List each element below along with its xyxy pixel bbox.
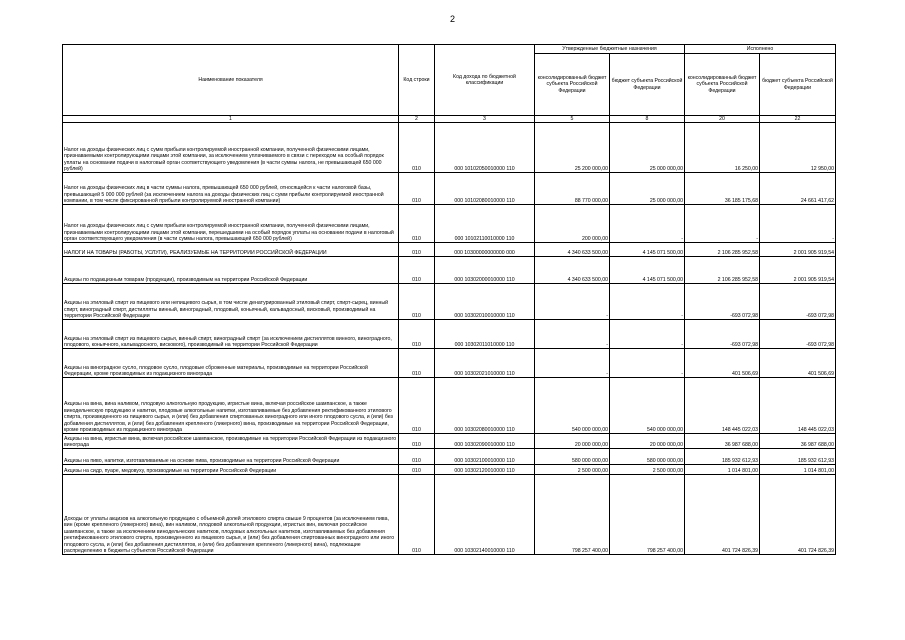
row-bk-code: 000 10302100010000 110: [435, 449, 535, 465]
approved-subject-value: 20 000 000,00: [610, 434, 685, 449]
index-cell: 1: [63, 116, 399, 123]
table-row: [63, 205, 836, 243]
row-code: 010: [399, 123, 435, 173]
row-name: Акцизы на виноградное сусло, плодовое сусло, плодовые сброженные материалы, производимые на территории Российской Федерации, кроме производимых из подакцизного винограда: [63, 349, 399, 378]
header-code: Код строки: [399, 45, 435, 116]
approved-consolidated-value: -: [535, 284, 610, 320]
row-name: Акцизы на сидр, пуаре, медовуху, производимые на территории Российской Федерации: [63, 465, 399, 475]
table-row: [63, 449, 836, 465]
header-executed-subject: бюджет субъекта Российской Федерации: [760, 54, 836, 116]
index-cell: 5: [535, 116, 610, 123]
page-number: 2: [449, 14, 455, 24]
row-name: Акцизы на этиловый спирт из пищевого сырья, винный спирт, виноградный спирт (за исключением дистиллятов винного, виноградного, плодового, коньячного, кальвадосного, вискового), производимый на территории Российской Федерации: [63, 320, 399, 349]
index-cell: 20: [685, 116, 760, 123]
executed-consolidated-value: 36 185 175,68: [685, 173, 760, 205]
approved-subject-value: -: [610, 349, 685, 378]
column-index-row: [63, 116, 836, 123]
row-name: Акцизы на вина, игристые вина, включая российское шампанское, производимые на территории Российской Федерации из подакцизного винограда: [63, 434, 399, 449]
index-cell: 22: [760, 116, 836, 123]
header-executed-consolidated: консолидированный бюджет субъекта Российской Федерации: [685, 54, 760, 116]
header-executed-group: Исполнено: [685, 45, 836, 54]
executed-subject-value: -693 072,98: [760, 284, 836, 320]
row-bk-code: 000 10302021010000 110: [435, 349, 535, 378]
index-cell: 8: [610, 116, 685, 123]
executed-subject-value: 401 506,69: [760, 349, 836, 378]
row-name: Налог на доходы физических лиц с сумм прибыли контролируемой иностранной компании, полученной физическими лицами, признаваемыми контролирующими лицами этой компании, перешедшими на особый порядок уплаты на основании подачи в налоговый орган соответствующего уведомления (в части суммы налога, превышающей 650 000 рублей): [63, 205, 399, 243]
header-approved-consolidated: консолидированный бюджет субъекта Российской Федерации: [535, 54, 610, 116]
approved-subject-value: 580 000 000,00: [610, 449, 685, 465]
approved-subject-value: 4 145 071 500,00: [610, 257, 685, 284]
row-bk-code: 000 10302090010000 110: [435, 434, 535, 449]
index-cell: 3: [435, 116, 535, 123]
row-name: Налог на доходы физических лиц с сумм прибыли контролируемой иностранной компании, полученной физическими лицами, признаваемыми контролирующими лицами этой компании, за исключением уплачиваемого в связи с переходом на особый порядок уплаты на основании подачи в налоговый орган соответствующего уведомления (в части суммы налога, не превышающей 650 000 рублей): [63, 123, 399, 173]
row-bk-code: 000 10302140010000 110: [435, 475, 535, 555]
table-row: [63, 320, 836, 349]
table-row: [63, 349, 836, 378]
executed-subject-value: 12 950,00: [760, 123, 836, 173]
approved-subject-value: -: [610, 320, 685, 349]
row-bk-code: 000 10300000000000 000: [435, 243, 535, 257]
executed-subject-value: 24 661 417,62: [760, 173, 836, 205]
approved-subject-value: -: [610, 284, 685, 320]
row-bk-code: 000 10302080010000 110: [435, 378, 535, 434]
approved-consolidated-value: -: [535, 349, 610, 378]
executed-consolidated-value: 1 014 801,00: [685, 465, 760, 475]
table-row: [63, 378, 836, 434]
approved-subject-value: 4 145 071 500,00: [610, 243, 685, 257]
executed-consolidated-value: -: [685, 205, 760, 243]
row-code: 010: [399, 173, 435, 205]
approved-consolidated-value: -: [535, 320, 610, 349]
row-code: 010: [399, 434, 435, 449]
table-row: [63, 257, 836, 284]
executed-consolidated-value: -693 072,98: [685, 284, 760, 320]
executed-consolidated-value: 16 250,00: [685, 123, 760, 173]
row-name: Доходы от уплаты акцизов на алкогольную продукцию с объемной долей этилового спирта свыше 9 процентов (за исключением пива, вин (кроме крепленого (ликерного) вина), вин наливом, плодовой алкогольной продукции, игристых вин, включая российское шампанское, а также за исключением винодельческих напитков, плодовых алкогольных напитков, изготавливаемых без добавления ректификованного этилового спирта, произведенного из пищевого сырья, и (или) без добавления спиртованных виноградного или иного плодового сусла, и (или) без добавления дистиллятов, и (или) без добавления крепленого (ликерного) вина), подлежащие распределению в бюджеты субъектов Российской Федерации: [63, 475, 399, 555]
executed-consolidated-value: -693 072,98: [685, 320, 760, 349]
approved-subject-value: -: [610, 205, 685, 243]
table-row: [63, 243, 836, 257]
row-bk-code: 000 10102080010000 110: [435, 173, 535, 205]
row-name: Акцизы на пиво, напитки, изготавливаемые на основе пива, производимые на территории Российской Федерации: [63, 449, 399, 465]
approved-subject-value: 25 000 000,00: [610, 173, 685, 205]
table-row: [63, 465, 836, 475]
index-cell: 2: [399, 116, 435, 123]
approved-consolidated-value: 88 770 000,00: [535, 173, 610, 205]
row-name: Акцизы на вина, вина наливом, плодовую алкогольную продукцию, игристые вина, включая российское шампанское, а также винодельческую продукцию и напитки, плодовые алкогольные напитки, изготавливаемые без добавления ректификованного этилового спирта, произведенного из пищевого сырья, и (или) без добавления спиртованных виноградного или иного плодового сусла, и (или) без добавления дистиллятов, и (или) без добавления крепленого (ликерного) вина, производимые на территории Российской Федерации, кроме производимых из подакцизного винограда: [63, 378, 399, 434]
executed-consolidated-value: 2 106 285 952,58: [685, 243, 760, 257]
executed-subject-value: 401 724 826,39: [760, 475, 836, 555]
row-code: 010: [399, 465, 435, 475]
approved-subject-value: 540 000 000,00: [610, 378, 685, 434]
row-name: Налог на доходы физических лиц в части суммы налога, превышающей 650 000 рублей, относящейся к части налоговой базы, превышающей 5 000 000 рублей (за исключением налога на доходы физических лиц с сумм прибыли контролируемой иностранной компании, в том числе фиксированной прибыли контролируемой иностранной компании): [63, 173, 399, 205]
row-name: Акцизы по подакцизным товарам (продукции), производимым на территории Российской Федерации: [63, 257, 399, 284]
executed-subject-value: -: [760, 205, 836, 243]
approved-consolidated-value: 580 000 000,00: [535, 449, 610, 465]
approved-consolidated-value: 798 257 400,00: [535, 475, 610, 555]
approved-consolidated-value: 25 200 000,00: [535, 123, 610, 173]
row-name: Акцизы на этиловый спирт из пищевого или непищевого сырья, в том числе денатурированный этиловый спирт, спирт-сырец, винный спирт, виноградный спирт, дистилляты винный, виноградный, плодовый, коньячный, кальвадосный, висковый, производимый на территории Российской Федерации: [63, 284, 399, 320]
executed-consolidated-value: 401 724 826,39: [685, 475, 760, 555]
approved-subject-value: 2 500 000,00: [610, 465, 685, 475]
row-bk-code: 000 10102050010000 110: [435, 123, 535, 173]
executed-subject-value: 36 987 688,00: [760, 434, 836, 449]
approved-consolidated-value: 540 000 000,00: [535, 378, 610, 434]
executed-subject-value: -693 072,98: [760, 320, 836, 349]
approved-consolidated-value: 2 500 000,00: [535, 465, 610, 475]
approved-consolidated-value: 4 340 633 500,00: [535, 257, 610, 284]
row-name: НАЛОГИ НА ТОВАРЫ (РАБОТЫ, УСЛУГИ), РЕАЛИЗУЕМЫЕ НА ТЕРРИТОРИИ РОССИЙСКОЙ ФЕДЕРАЦИИ: [63, 243, 399, 257]
executed-consolidated-value: 36 987 688,00: [685, 434, 760, 449]
row-code: 010: [399, 205, 435, 243]
table-row: [63, 284, 836, 320]
row-code: 010: [399, 257, 435, 284]
row-code: 010: [399, 320, 435, 349]
row-code: 010: [399, 349, 435, 378]
approved-consolidated-value: 4 340 633 500,00: [535, 243, 610, 257]
row-bk-code: 000 10302120010000 110: [435, 465, 535, 475]
executed-subject-value: 148 445 022,03: [760, 378, 836, 434]
executed-subject-value: 2 001 905 919,54: [760, 257, 836, 284]
executed-consolidated-value: 2 106 285 952,58: [685, 257, 760, 284]
row-code: 010: [399, 284, 435, 320]
approved-consolidated-value: 200 000,00: [535, 205, 610, 243]
executed-consolidated-value: 185 932 612,93: [685, 449, 760, 465]
row-bk-code: 000 10102110010000 110: [435, 205, 535, 243]
budget-execution-table: [62, 44, 836, 555]
approved-subject-value: 798 257 400,00: [610, 475, 685, 555]
executed-subject-value: 185 932 612,93: [760, 449, 836, 465]
header-bk-code: Код дохода по бюджетной классификации: [435, 45, 535, 116]
executed-subject-value: 1 014 801,00: [760, 465, 836, 475]
row-code: 010: [399, 449, 435, 465]
row-code: 010: [399, 475, 435, 555]
row-code: 010: [399, 378, 435, 434]
executed-subject-value: 2 001 905 919,54: [760, 243, 836, 257]
approved-consolidated-value: 20 000 000,00: [535, 434, 610, 449]
row-bk-code: 000 10302010010000 110: [435, 284, 535, 320]
table-row: [63, 123, 836, 173]
header-name: Наименование показателя: [63, 45, 399, 116]
row-code: 010: [399, 243, 435, 257]
executed-consolidated-value: 148 445 022,03: [685, 378, 760, 434]
table-row: [63, 173, 836, 205]
row-bk-code: 000 10302000010000 110: [435, 257, 535, 284]
approved-subject-value: 25 000 000,00: [610, 123, 685, 173]
table-row: [63, 434, 836, 449]
table-row: [63, 475, 836, 555]
row-bk-code: 000 10302011010000 110: [435, 320, 535, 349]
header-approved-group: Утвержденные бюджетные назначения: [535, 45, 685, 54]
executed-consolidated-value: 401 506,69: [685, 349, 760, 378]
header-approved-subject: бюджет субъекта Российской Федерации: [610, 54, 685, 116]
